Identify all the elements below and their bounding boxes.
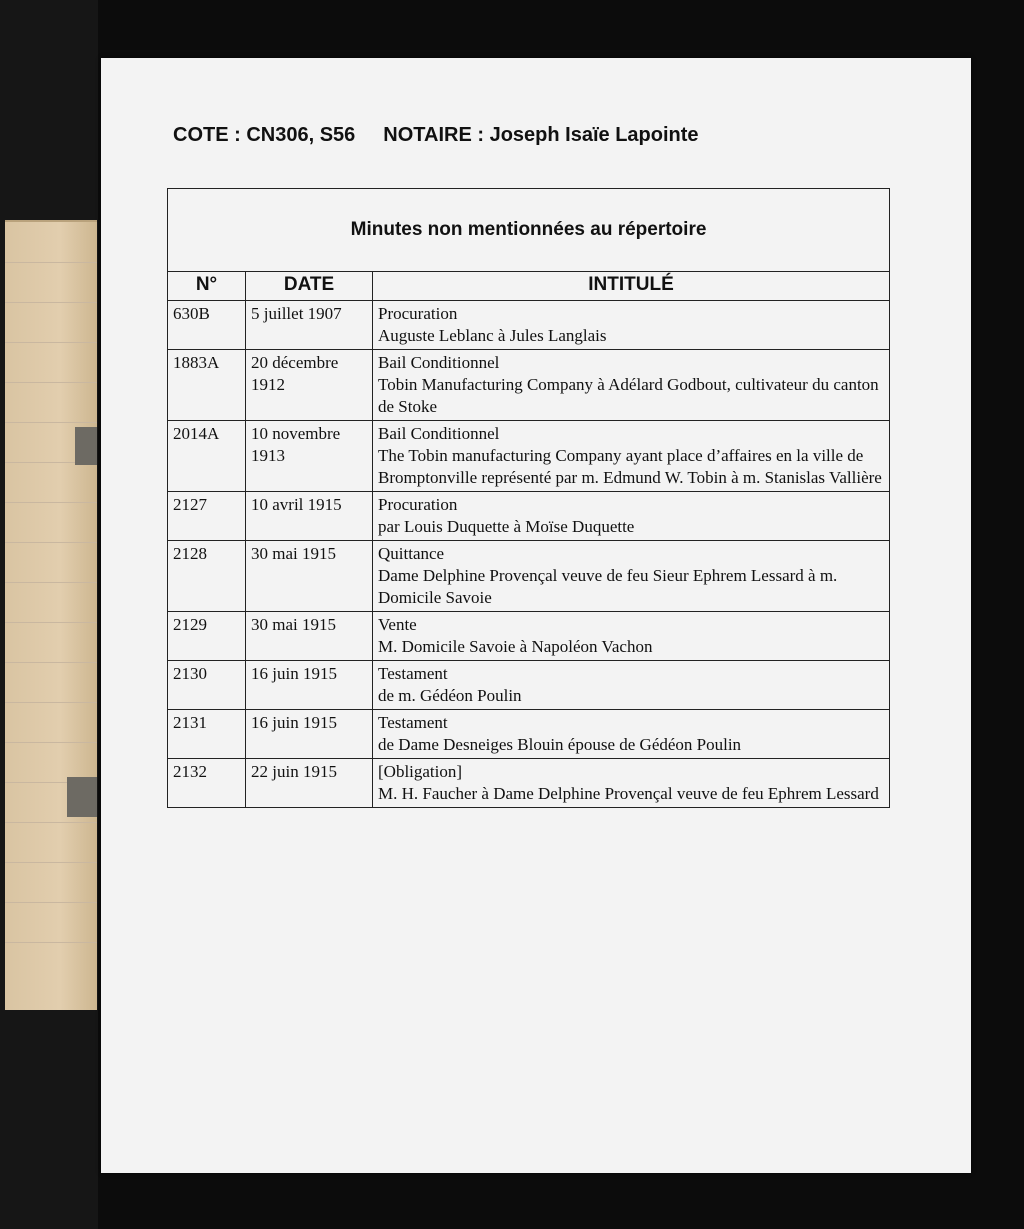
cell-intitule xyxy=(373,710,890,759)
cell-date: 10 novembre 1913 xyxy=(246,421,373,492)
notaire-label: NOTAIRE : Joseph Isaïe Lapointe xyxy=(383,124,699,146)
entry-title: Procuration xyxy=(378,304,458,323)
cell-no: 2132 xyxy=(168,759,246,808)
cell-no: 1883A xyxy=(168,350,246,421)
cell-intitule xyxy=(373,541,890,612)
cell-date: 16 juin 1915 xyxy=(246,710,373,759)
cell-no: 2130 xyxy=(168,661,246,710)
cell-date: 30 mai 1915 xyxy=(246,612,373,661)
cell-intitule xyxy=(373,301,890,350)
column-header-intitule: INTITULÉ xyxy=(373,272,890,301)
entry-description: de Dame Desneiges Blouin épouse de Gédéon Poulin xyxy=(378,735,742,754)
cell-intitule xyxy=(373,350,890,421)
table-row xyxy=(168,710,890,759)
table-caption: Minutes non mentionnées au répertoire xyxy=(168,189,890,272)
table-header-row xyxy=(168,272,890,301)
entry-description: de m. Gédéon Poulin xyxy=(378,686,522,705)
cell-date: 22 juin 1915 xyxy=(246,759,373,808)
column-header-date: DATE xyxy=(246,272,373,301)
entry-description: M. Domicile Savoie à Napoléon Vachon xyxy=(378,637,653,656)
table-row xyxy=(168,541,890,612)
underlying-old-page xyxy=(5,220,97,1010)
cell-date: 10 avril 1915 xyxy=(246,492,373,541)
cell-intitule xyxy=(373,492,890,541)
entry-title: Bail Conditionnel xyxy=(378,353,500,372)
entry-description: par Louis Duquette à Moïse Duquette xyxy=(378,517,635,536)
entry-title: Procuration xyxy=(378,495,458,514)
cell-no: 2131 xyxy=(168,710,246,759)
cell-no: 630B xyxy=(168,301,246,350)
paper-tear-mark xyxy=(75,427,97,465)
cell-intitule xyxy=(373,759,890,808)
entry-title: [Obligation] xyxy=(378,762,463,781)
entry-title: Bail Conditionnel xyxy=(378,424,500,443)
cell-no: 2127 xyxy=(168,492,246,541)
cell-date: 5 juillet 1907 xyxy=(246,301,373,350)
column-header-no: N° xyxy=(168,272,246,301)
cell-date: 16 juin 1915 xyxy=(246,661,373,710)
entry-title: Testament xyxy=(378,664,448,683)
cote-label: COTE : CN306, S56 xyxy=(173,124,356,146)
cell-date: 20 décembre 1912 xyxy=(246,350,373,421)
cell-date: 30 mai 1915 xyxy=(246,541,373,612)
cell-intitule xyxy=(373,612,890,661)
entry-title: Testament xyxy=(378,713,448,732)
cell-intitule xyxy=(373,661,890,710)
table-row xyxy=(168,661,890,710)
document-header xyxy=(173,124,699,147)
entry-description: The Tobin manufacturing Company ayant place d’affaires en la ville de Bromptonville représenté par m. Edmund W. Tobin à m. Stanislas Vallière xyxy=(378,446,882,487)
entry-description: Tobin Manufacturing Company à Adélard Godbout, cultivateur du canton de Stoke xyxy=(378,375,879,416)
table-row xyxy=(168,612,890,661)
table-row xyxy=(168,492,890,541)
entry-title: Vente xyxy=(378,615,417,634)
cell-no: 2128 xyxy=(168,541,246,612)
paper-tear-mark xyxy=(67,777,97,817)
cell-intitule xyxy=(373,421,890,492)
entry-description: Auguste Leblanc à Jules Langlais xyxy=(378,326,607,345)
table-row xyxy=(168,301,890,350)
entry-description: Dame Delphine Provençal veuve de feu Sieur Ephrem Lessard à m. Domicile Savoie xyxy=(378,566,838,607)
document-sheet xyxy=(101,58,971,1173)
entry-title: Quittance xyxy=(378,544,445,563)
table-row xyxy=(168,350,890,421)
cell-no: 2014A xyxy=(168,421,246,492)
table-row xyxy=(168,421,890,492)
cell-no: 2129 xyxy=(168,612,246,661)
entry-description: M. H. Faucher à Dame Delphine Provençal veuve de feu Ephrem Lessard xyxy=(378,784,879,803)
minutes-table xyxy=(167,188,890,808)
table-row xyxy=(168,759,890,808)
